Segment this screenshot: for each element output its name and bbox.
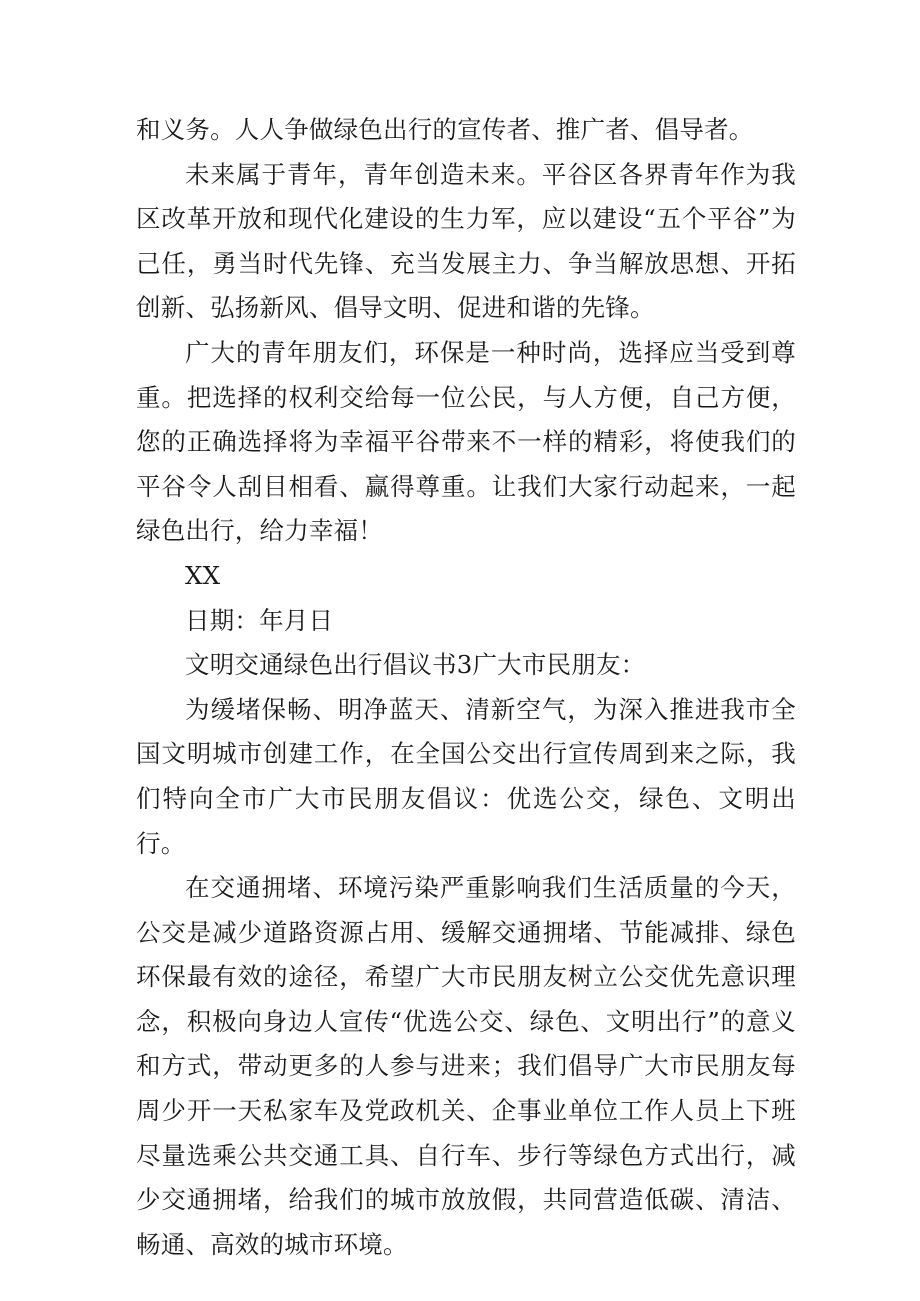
section-heading: 文明交通绿色出行倡议书3广大市民朋友：: [185, 650, 646, 680]
paragraph-1: 和义务。人人争做绿色出行的宣传者、推广者、倡导者。: [136, 115, 754, 144]
date-line: 日期：年月日: [185, 605, 334, 635]
signature-line: XX: [185, 560, 221, 590]
paragraph-2: 未来属于青年，青年创造未来。平谷区各界青年作为我区改革开放和现代化建设的生力军，应以建设“五个平谷”为己任，勇当时代先锋、充当发展主力、争当解放思想、开拓创新、弘扬新风、倡导文明、促进和谐的先锋。: [136, 159, 796, 323]
paragraph-8: 在交通拥堵、环境污染严重影响我们生活质量的今天，公交是减少道路资源占用、缓解交通拥堵、节能减排、绿色环保最有效的途径，希望广大市民朋友树立公交优先意识理念，积极向身边人宣传“优选公交、绿色、文明出行”的意义和方式，带动更多的人参与进来；我们倡导广大市民朋友每周少开一天私家车及党政机关、企事业单位工作人员上下班尽量选乘公共交通工具、自行车、步行等绿色方式出行，减少交通拥堵，给我们的城市放放假，共同营造低碳、清洁、畅通、高效的城市环境。: [136, 873, 796, 1259]
paragraph-3: 广大的青年朋友们，环保是一种时尚，选择应当受到尊重。把选择的权利交给每一位公民，与人方便，自己方便，您的正确选择将为幸福平谷带来不一样的精彩，将使我们的平谷令人刮目相看、赢得尊重。让我们大家行动起来，一起绿色出行，给力幸福！: [136, 337, 796, 546]
paragraph-7: 为缓堵保畅、明净蓝天、清新空气，为深入推进我市全国文明城市创建工作，在全国公交出行宣传周到来之际，我们特向全市广大市民朋友倡议：优选公交，绿色、文明出行。: [136, 694, 796, 858]
document-body: [136, 108, 796, 1267]
